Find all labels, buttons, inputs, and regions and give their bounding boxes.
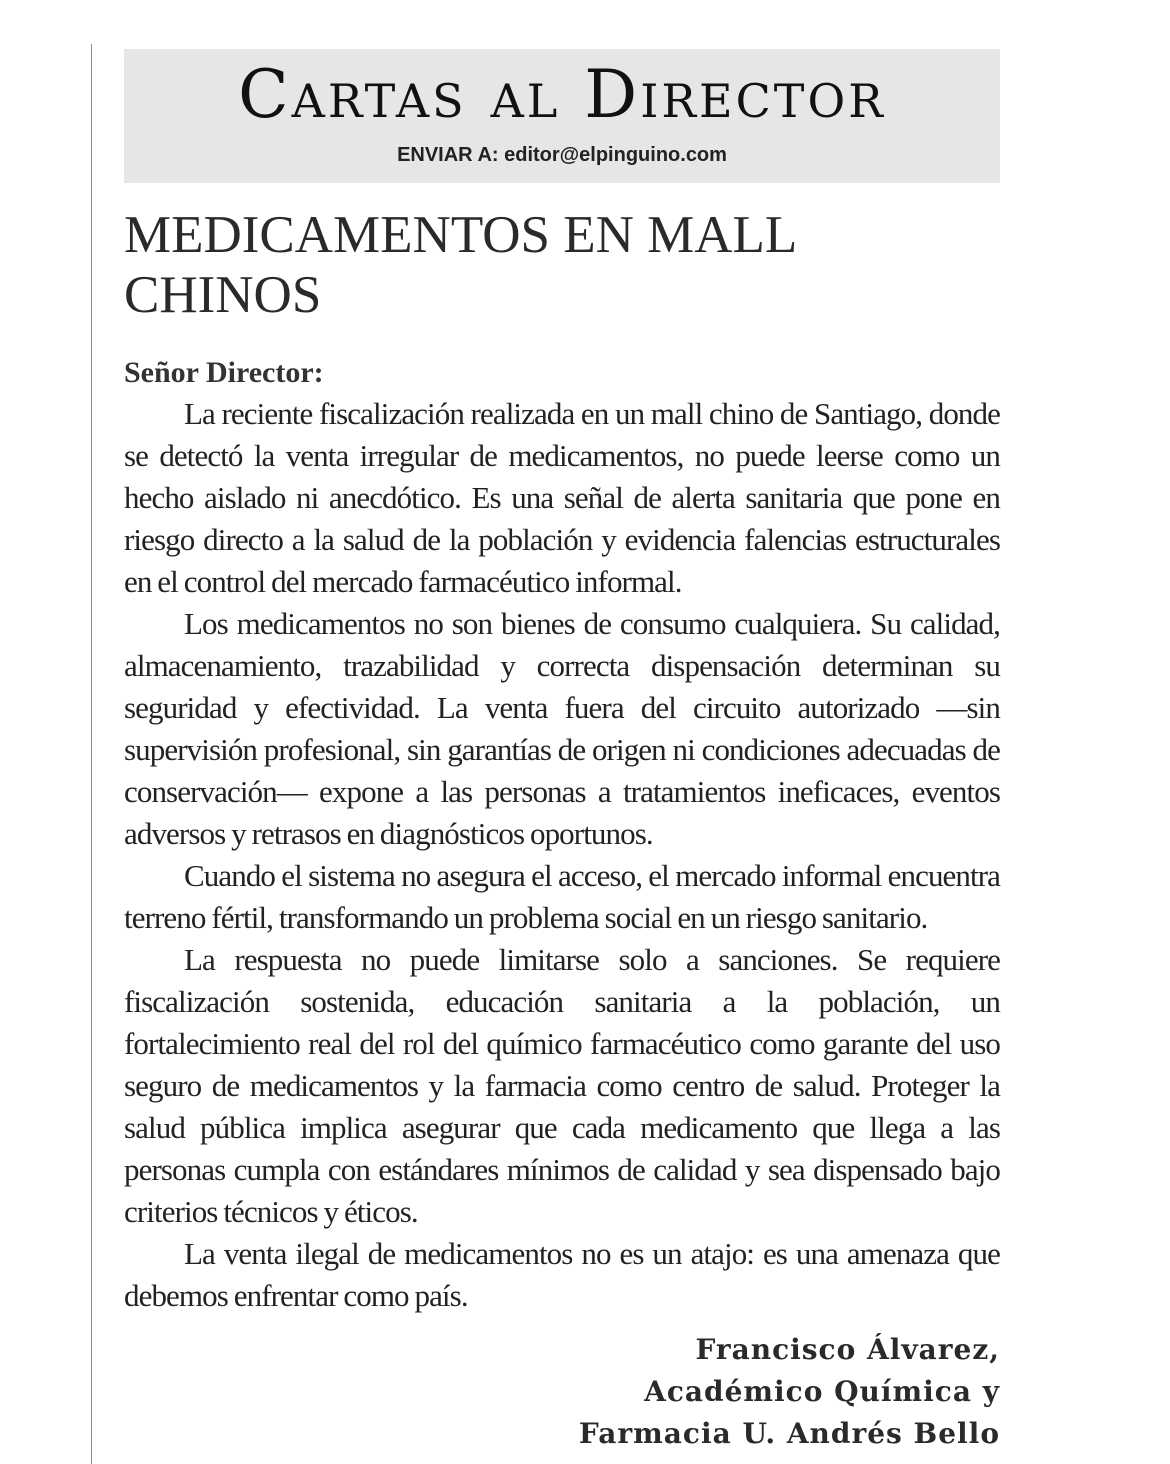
letter-body — [124, 393, 1000, 1317]
body-paragraph: La respuesta no puede limitarse solo a sanciones. Se requiere fiscalización sostenida, educación sanitaria a la población, un fortalecimiento real del rol del químico farmacéutico como garante del uso seguro de medicamentos y la farmacia como centro de salud. Proteger la salud pública implica asegurar que cada medicamento que llega a las personas cumpla con estándares mínimos de calidad y sea dispensado bajo criterios técnicos y éticos. — [124, 942, 1000, 1229]
author-name: Francisco Álvarez, — [695, 1333, 1000, 1366]
body-paragraph: La reciente fiscalización realizada en un mall chino de Santiago, donde se detectó la venta irregular de medicamentos, no puede leerse como un hecho aislado ni anecdótico. Es una señal de alerta sanitaria que pone en riesgo directo a la salud de la población y evidencia falencias estructurales en el control del mercado farmacéutico informal. — [124, 396, 1000, 599]
author-signature — [579, 1329, 1000, 1455]
author-institution: Farmacia U. Andrés Bello — [578, 1417, 1000, 1450]
body-paragraph: Cuando el sistema no asegura el acceso, el mercado informal encuentra terreno fértil, transformando un problema social en un riesgo sanitario. — [124, 858, 1000, 935]
author-title: Académico Química y — [644, 1375, 1000, 1408]
salutation: Señor Director: — [124, 356, 324, 389]
letter-headline: MEDICAMENTOS EN MALL CHINOS — [124, 206, 796, 324]
send-to-email: ENVIAR A: editor@elpinguino.com — [397, 144, 727, 166]
body-paragraph: La venta ilegal de medicamentos no es un atajo: es una amenaza que debemos enfrentar como país. — [124, 1236, 1000, 1313]
body-paragraph: Los medicamentos no son bienes de consumo cualquiera. Su calidad, almacenamiento, trazabilidad y correcta dispensación determinan su seguridad y efectividad. La venta fuera del circuito autorizado —sin supervisión profesional, sin garantías de origen ni condiciones adecuadas de conservación— expone a las personas a tratamientos ineficaces, eventos adversos y retrasos en diagnósticos oportunos. — [124, 606, 1000, 851]
column-divider — [91, 44, 92, 1464]
section-title: Cartas al Director — [238, 56, 886, 133]
section-header — [124, 49, 1000, 183]
